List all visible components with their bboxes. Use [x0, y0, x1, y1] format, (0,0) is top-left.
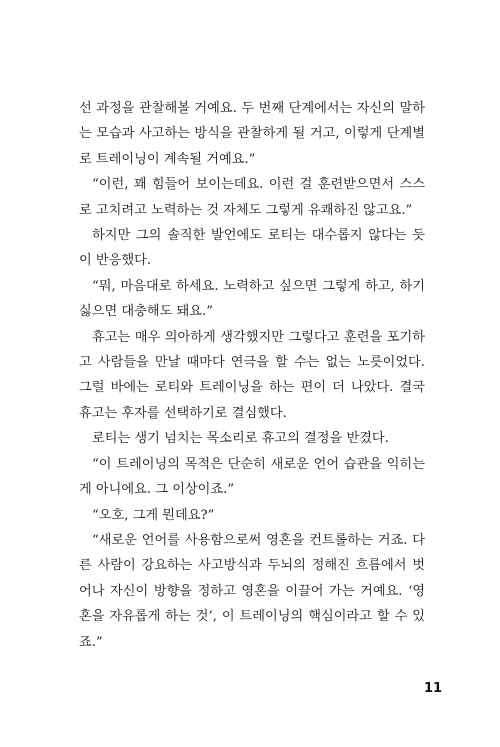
paragraph-4: “뭐, 마음대로 하세요. 노력하고 싶으면 그렇게 하고, 하기 싫으면 대충해도 돼요.” [79, 278, 425, 320]
paragraph-7: “이 트레이닝의 목적은 단순히 새로운 언어 습관을 익히는 게 아니에요. 그 이상이죠.” [79, 456, 425, 498]
paragraph-5: 휴고는 매우 의아하게 생각했지만 그렇다고 훈련을 포기하고 사람들을 만날 때마다 연극을 할 수는 없는 노릇이었다. 그럴 바에는 로티와 트레이닝을 하는 편이 더 나았다. 결국 휴고는 후자를 선택하기로 결심했다. [79, 329, 425, 421]
paragraph-9: “새로운 언어를 사용함으로써 영혼을 컨트롤하는 거죠. 다른 사람이 강요하는 사고방식과 두뇌의 정해진 흐름에서 벗어나 자신이 방향을 정하고 영혼을 이끌어 가는 거예요. ‘영혼을 자유롭게 하는 것’, 이 트레이닝의 핵심이라고 할 수 있죠.” [79, 532, 425, 650]
paragraph-3: 하지만 그의 솔직한 발언에도 로티는 대수롭지 않다는 듯이 반응했다. [79, 228, 425, 269]
page-number: 11 [424, 681, 443, 696]
body-text [79, 96, 425, 655]
paragraph-2: “이런, 꽤 힘들어 보이는데요. 이런 걸 훈련받으면서 스스로 고치려고 노력하는 것 자체도 그렇게 유쾌하진 않고요.” [79, 177, 425, 218]
paragraph-8: “오호, 그게 뭔데요?” [92, 507, 215, 523]
paragraph-6: 로티는 생기 넘치는 목소리로 휴고의 결정을 반겼다. [92, 431, 389, 447]
paragraph-1: 선 과정을 관찰해볼 거예요. 두 번째 단계에서는 자신의 말하는 모습과 사고하는 방식을 관찰하게 될 거고, 이렇게 단계별로 트레이닝이 계속될 거예요.” [79, 101, 425, 167]
